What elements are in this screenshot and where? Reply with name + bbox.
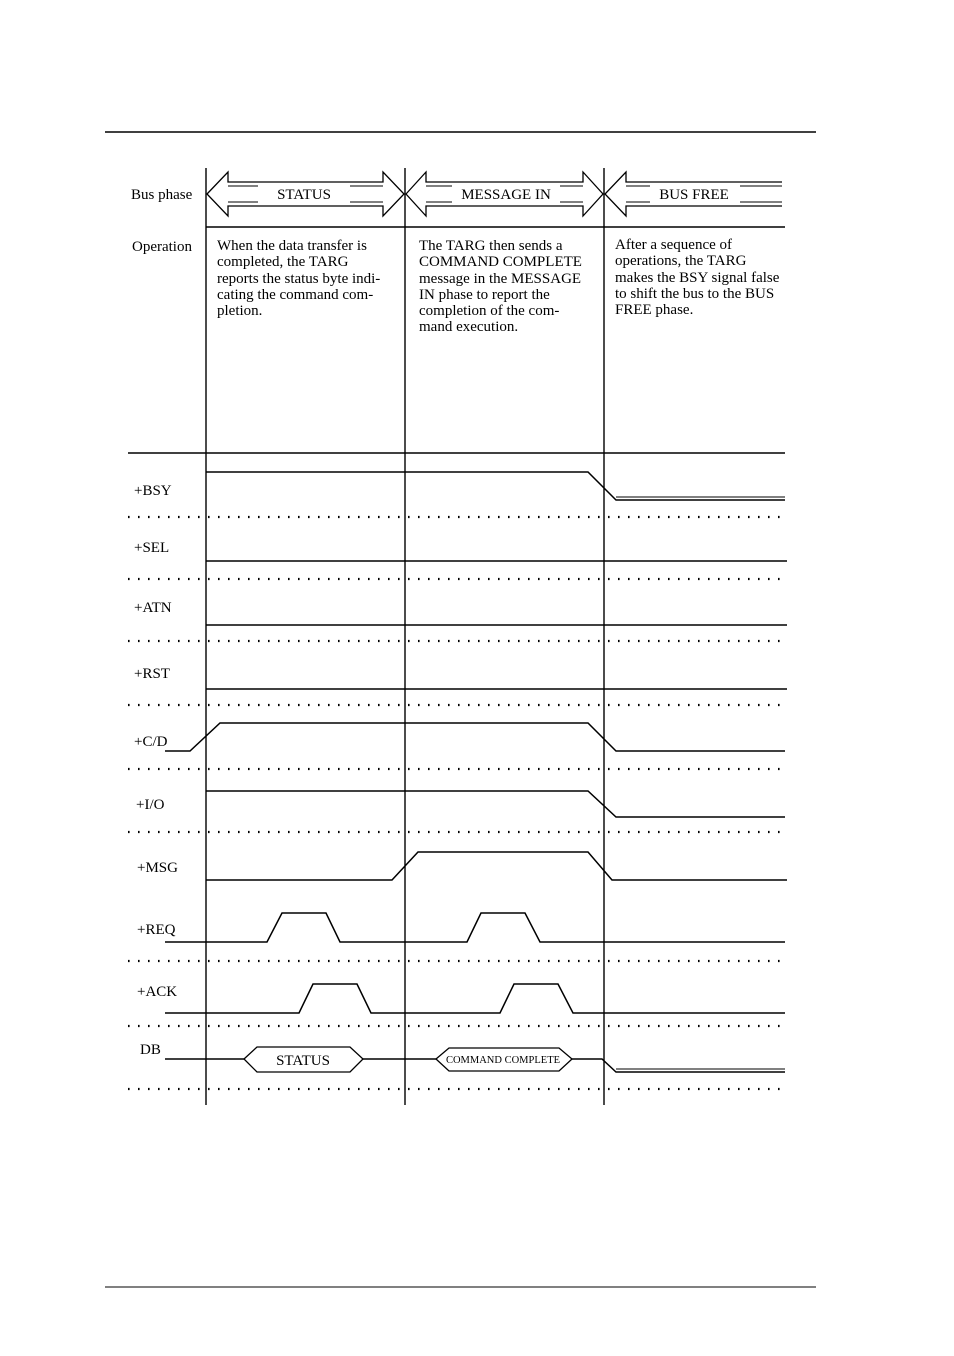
signal-label-msg: +MSG (137, 860, 178, 876)
operation-text-status: When the data transfer is completed, the TARG reports the status byte indi- cating the command com- pletion. (217, 238, 381, 320)
signal-label-db: DB (140, 1042, 161, 1058)
signal-label-sel: +SEL (134, 540, 170, 556)
bus-phase-label: Bus phase (131, 187, 193, 203)
waveforms (165, 472, 787, 1072)
waveform-ack (165, 984, 785, 1013)
db-command-complete-label: COMMAND COMPLETE (445, 1055, 561, 1066)
phase-arrow-bus-free (605, 172, 782, 216)
signal-label-ack: +ACK (137, 984, 178, 1000)
signal-label-atn: +ATN (134, 600, 172, 616)
signal-label-bsy: +BSY (134, 483, 172, 499)
operation-text-message-in: The TARG then sends a COMMAND COMPLETE message in the MESSAGE IN phase to report the completion of the com- mand execution. (419, 238, 582, 336)
operation-label: Operation (132, 239, 192, 255)
db-status-box (244, 1047, 363, 1072)
waveform-msg (206, 852, 787, 880)
signal-label-io: +I/O (136, 797, 165, 813)
phase-name-status: STATUS (277, 187, 331, 203)
phase-arrow-status (207, 172, 404, 216)
phase-name-bus-free: BUS FREE (659, 187, 729, 203)
waveform-cd (165, 723, 785, 751)
waveform-bsy (206, 472, 785, 500)
waveform-req (165, 913, 785, 942)
row-separators (128, 517, 785, 1089)
operation-text-bus-free: After a sequence of operations, the TARG makes the BSY signal false to shift the bus to the BUS FREE phase. (615, 237, 780, 319)
db-command-complete-box (436, 1048, 572, 1071)
waveform-io (206, 791, 785, 817)
phase-arrow-message-in (406, 172, 603, 216)
db-status-label: STATUS (276, 1053, 330, 1069)
signal-label-rst: +RST (134, 666, 170, 682)
signal-label-cd: +C/D (134, 734, 168, 750)
signal-label-req: +REQ (137, 922, 176, 938)
phase-name-message-in: MESSAGE IN (461, 187, 551, 203)
